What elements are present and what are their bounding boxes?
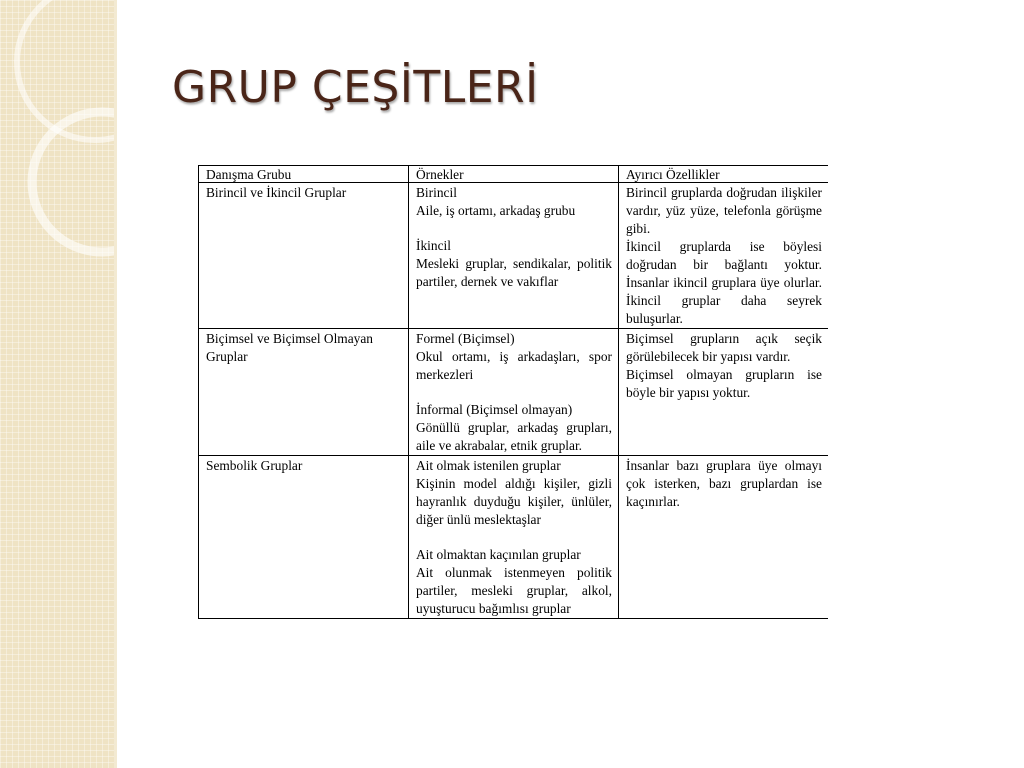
example-line: Formel (Biçimsel) (416, 331, 515, 346)
example-line: Ait olmak istenilen gruplar (416, 458, 561, 473)
decorative-circles (0, 0, 114, 768)
feature-paragraph: Birincil gruplarda doğrudan ilişkiler vardır, yüz yüze, telefonla görüşme gibi. (626, 185, 822, 236)
header-examples: Örnekler (409, 166, 619, 183)
features-cell (619, 183, 829, 329)
examples-cell (409, 183, 619, 329)
features-cell (619, 456, 829, 619)
example-line: Aile, iş ortamı, arkadaş grubu (416, 203, 576, 218)
band-edge (114, 0, 117, 768)
example-line: Mesleki gruplar, sendikalar, politik partiler, dernek ve vakıflar (416, 256, 612, 289)
table-header-row (199, 166, 829, 183)
group-cell: Sembolik Gruplar (199, 456, 409, 619)
example-spacer (416, 220, 612, 237)
feature-paragraph: Biçimsel olmayan grupların ise böyle bir yapısı yoktur. (626, 367, 822, 400)
header-features: Ayırıcı Özellikler (619, 166, 829, 183)
table-row (199, 456, 829, 619)
slide-title: GRUP ÇEŞİTLERİ (172, 62, 539, 113)
example-line: Ait olmaktan kaçınılan gruplar (416, 547, 581, 562)
examples-cell (409, 456, 619, 619)
decorative-side-band (0, 0, 114, 768)
example-line: Birincil (416, 185, 457, 200)
table-row (199, 183, 829, 329)
example-line: Okul ortamı, iş arkadaşları, spor merkezleri (416, 349, 612, 382)
feature-paragraph: İkincil gruplarda ise böylesi doğrudan bir bağlantı yoktur. İnsanlar ikincil gruplara üye olurlar. İkincil gruplar daha seyrek buluşurlar. (626, 239, 822, 326)
example-line: İnformal (Biçimsel olmayan) (416, 402, 573, 417)
group-types-table (198, 165, 828, 619)
group-cell: Biçimsel ve Biçimsel Olmayan Gruplar (199, 329, 409, 456)
example-line: İkincil (416, 238, 451, 253)
example-line: Kişinin model aldığı kişiler, gizli hayranlık duyduğu kişiler, ünlüler, diğer ünlü meslektaşlar (416, 476, 612, 527)
group-cell: Birincil ve İkincil Gruplar (199, 183, 409, 329)
example-spacer (416, 384, 612, 401)
header-group: Danışma Grubu (199, 166, 409, 183)
features-cell (619, 329, 829, 456)
example-line: Ait olunmak istenmeyen politik partiler, mesleki gruplar, alkol, uyuşturucu bağımlısı gruplar (416, 565, 612, 616)
feature-paragraph: İnsanlar bazı gruplara üye olmayı çok isterken, bazı gruplardan ise kaçınırlar. (626, 458, 822, 509)
example-line: Gönüllü gruplar, arkadaş grupları, aile ve akrabalar, etnik gruplar. (416, 420, 612, 453)
examples-cell (409, 329, 619, 456)
feature-paragraph: Biçimsel grupların açık seçik görülebilecek bir yapısı vardır. (626, 331, 822, 364)
example-spacer (416, 529, 612, 546)
table-row (199, 329, 829, 456)
